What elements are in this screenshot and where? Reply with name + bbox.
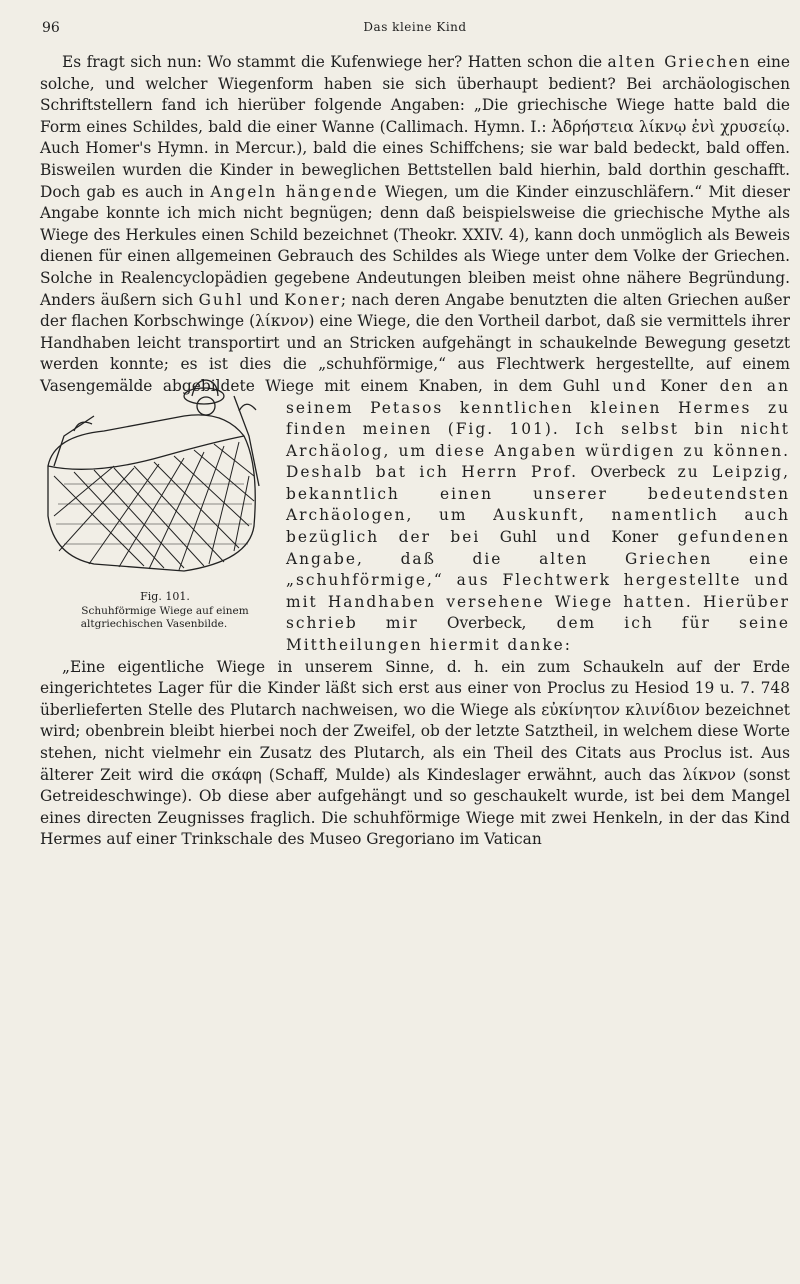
- figure-label: Fig. 101.: [140, 589, 190, 603]
- cradle-illustration: [34, 376, 274, 586]
- paragraph-1: Es fragt sich nun: Wo stammt die Kufenwiege her? Hatten schon die alten Griechen eine solche, und welcher Wiegenform haben sie sich überhaupt bedient? Bei archäologischen Schriftstellern fand ich hierüber folgende Angaben: „Die griechische Wiege hatte bald die Form eines Schildes, bald die einer Wanne (Callimach. Hymn. I.: Ἀδρήστεια λίκνῳ ἐνὶ χρυσείῳ. Auch Homer's Hymn. in Mercur.), bald die eines Schiffchens; sie war bald bedeckt, bald offen. Bisweilen wurden die Kinder in beweglichen Bettstellen bald hierhin, bald dorthin geschafft. Doch gab es auch in Angeln hängende Wiegen, um die Kinder einzuschläfern.“ Mit dieser Angabe konnte ich mich nicht begnügen; denn daß beispielsweise die griechische Mythe als Wiege des Herkules einen Schild bezeichnet (Theokr. XXIV. 4), kann doch unmöglich als Beweis dienen für einen allgemeinen Gebrauch des Schildes als Wiege unter dem Volke der Griechen. Solche in Realencyclopädien gegebene Andeutungen bleiben meist ohne nähere Begründung. Anders äußern sich Guhl und Koner; nach deren Angabe benutzten die alten Griechen außer der flachen Korbschwinge (λίκνον) eine Wiege, die den Vortheil darbot, daß sie vermittels ihrer Handhaben leicht transportirt und an Stricken aufgehängt in schaukelnde Bewegung gesetzt werden konnte; es ist dies die „schuhförmige,“ aus Flechtwerk hergestellte, auf einem Vasengemälde abgebildete Wiege mit einem Knaben, in dem Fig. 101. Schuhförmige Wiege auf einem altgriechischen Vasenbilde. Guhl und Koner den an seinem Petasos kenntlichen kleinen Hermes zu finden meinen (Fig. 101). Ich selbst bin nicht Archäolog, um diese Angaben würdigen zu können. Deshalb bat ich Herrn Prof. Overbeck zu Leipzig, bekanntlich einen unserer bedeutendsten Archäologen, um Auskunft, namentlich auch bezüglich der bei Guhl und Koner gefundenen Angabe, daß die alten Griechen eine „schuhförmige,“ aus Flechtwerk hergestellte und mit Handhaben versehene Wiege hatten. Hierüber schrieb mir Overbeck, dem ich für seine Mittheilungen hiermit danke:: [40, 52, 790, 657]
- page: [40, 0, 790, 1284]
- figure-101: [34, 376, 274, 646]
- body-text: [40, 52, 790, 851]
- paragraph-2: „Eine eigentliche Wiege in unserem Sinne, d. h. ein zum Schaukeln auf der Erde eingerichtetes Lager für die Kinder läßt sich erst aus einer von Proclus zu Hesiod 19 u. 7. 748 überlieferten Stelle des Plutarch nachweisen, wo die Wiege als εὐκίνητον κλινίδιον bezeichnet wird; obenbrein bleibt hierbei noch der Zweifel, ob der letzte Satztheil, in welchem diese Worte stehen, nicht vielmehr ein Zusatz des Plutarch, als ein Theil des Citats aus Proclus ist. Aus älterer Zeit wird die σκάφη (Schaff, Mulde) als Kindeslager erwähnt, auch das λίκνον (sonst Getreideschwinge). Ob diese aber aufgehängt und so geschaukelt wurde, ist bei dem Mangel eines directen Zeugnisses fraglich. Die schuhförmige Wiege mit zwei Henkeln, in der das Kind Hermes auf einer Trinkschale des Museo Gregoriano im Vatican: [40, 657, 790, 849]
- page-number: 96: [42, 20, 60, 36]
- running-head: Das kleine Kind: [363, 20, 467, 34]
- figure-caption: Schuhförmige Wiege auf einem altgriechischen Vasenbilde.: [80, 604, 249, 630]
- page-header: [40, 20, 790, 40]
